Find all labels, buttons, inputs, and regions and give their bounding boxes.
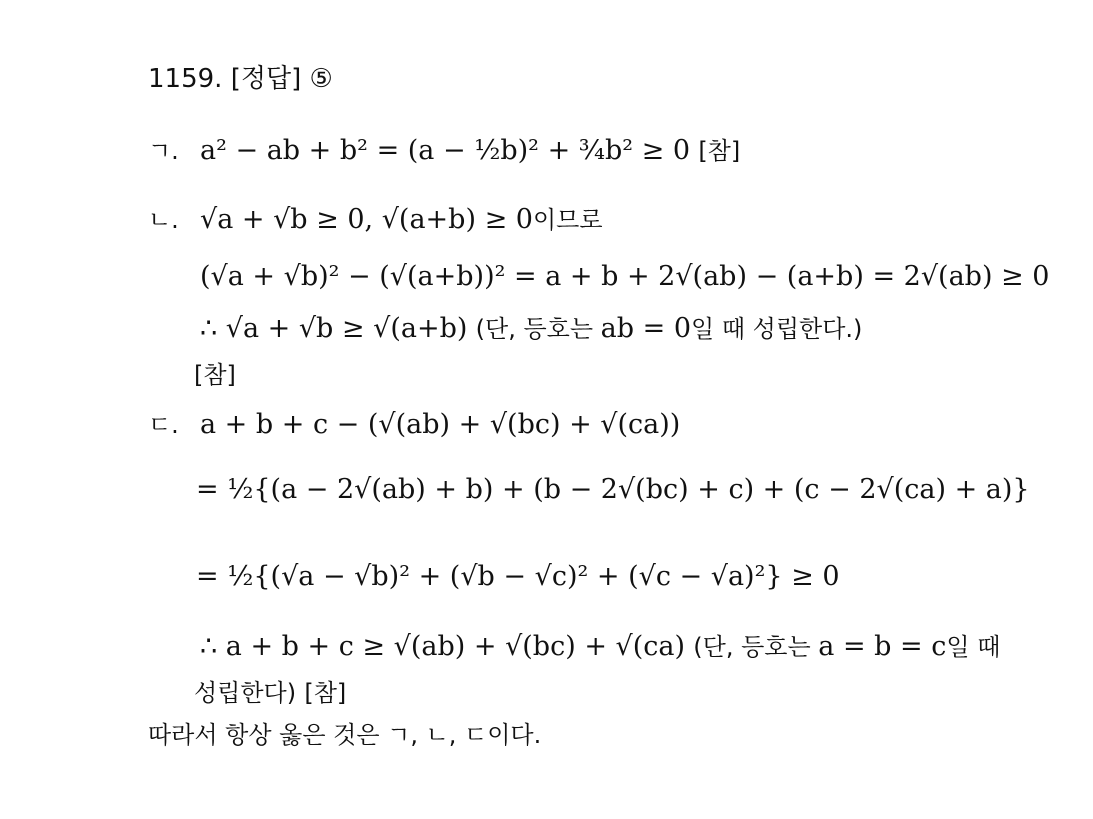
item-c-note-open: (단, 등호는 (693, 633, 819, 661)
item-b-line-3 (200, 312, 862, 346)
item-c-line-4 (200, 630, 1000, 664)
item-c-line-2 (196, 473, 1030, 507)
item-c-verdict: [참] (304, 679, 347, 707)
item-b-line-2 (200, 260, 1049, 294)
item-c-note-continued: 성립한다) (194, 679, 297, 707)
item-c-marker: ㄷ. (148, 411, 179, 439)
problem-number: 1159. (148, 64, 223, 94)
item-b-premise: √a + √b ≥ 0, √(a+b) ≥ 0 (200, 204, 533, 235)
item-a-equation: a² − ab + b² = (a − ½b)² + ¾b² ≥ 0 (200, 135, 691, 166)
item-b-marker: ㄴ. (148, 206, 179, 234)
item-b-line-1 (148, 203, 603, 237)
item-c-expansion: = ½{(a − 2√(ab) + b) + (b − 2√(bc) + c) + (c − 2√(ca) + a)} (196, 474, 1030, 505)
item-c-note-condition: a = b = c (818, 631, 947, 662)
answer-value: ⑤ (309, 64, 333, 94)
item-b-line-4 (194, 358, 236, 392)
item-a-verdict: [참] (698, 137, 741, 165)
item-b-connective: 이므로 (532, 206, 603, 234)
item-b-derivation: (√a + √b)² − (√(a+b))² = a + b + 2√(ab) − (a+b) = 2√(ab) ≥ 0 (200, 261, 1050, 292)
item-b-note-open: (단, 등호는 (475, 315, 601, 343)
item-c-note-close: 일 때 (946, 633, 1001, 661)
item-b-verdict: [참] (194, 361, 236, 389)
item-b-note-close: 일 때 성립한다.) (691, 315, 863, 343)
item-c-squares: = ½{(√a − √b)² + (√b − √c)² + (√c − √a)²} ≥ 0 (196, 561, 840, 592)
item-a-marker: ㄱ. (148, 137, 179, 165)
answer-tag: [정답] (230, 64, 302, 94)
item-c-line-5 (194, 676, 346, 710)
item-b-note-condition: ab = 0 (600, 313, 692, 344)
item-c-line-1 (148, 408, 680, 442)
item-b-conclusion: ∴ √a + √b ≥ √(a+b) (200, 313, 468, 344)
item-c-conclusion: ∴ a + b + c ≥ √(ab) + √(bc) + √(ca) (200, 631, 686, 662)
item-c-expression: a + b + c − (√(ab) + √(bc) + √(ca)) (200, 409, 681, 440)
final-conclusion: 따라서 항상 옳은 것은 ㄱ, ㄴ, ㄷ이다. (148, 721, 542, 749)
problem-header (148, 62, 333, 96)
item-a-line (148, 134, 740, 168)
item-c-line-3 (196, 560, 840, 594)
